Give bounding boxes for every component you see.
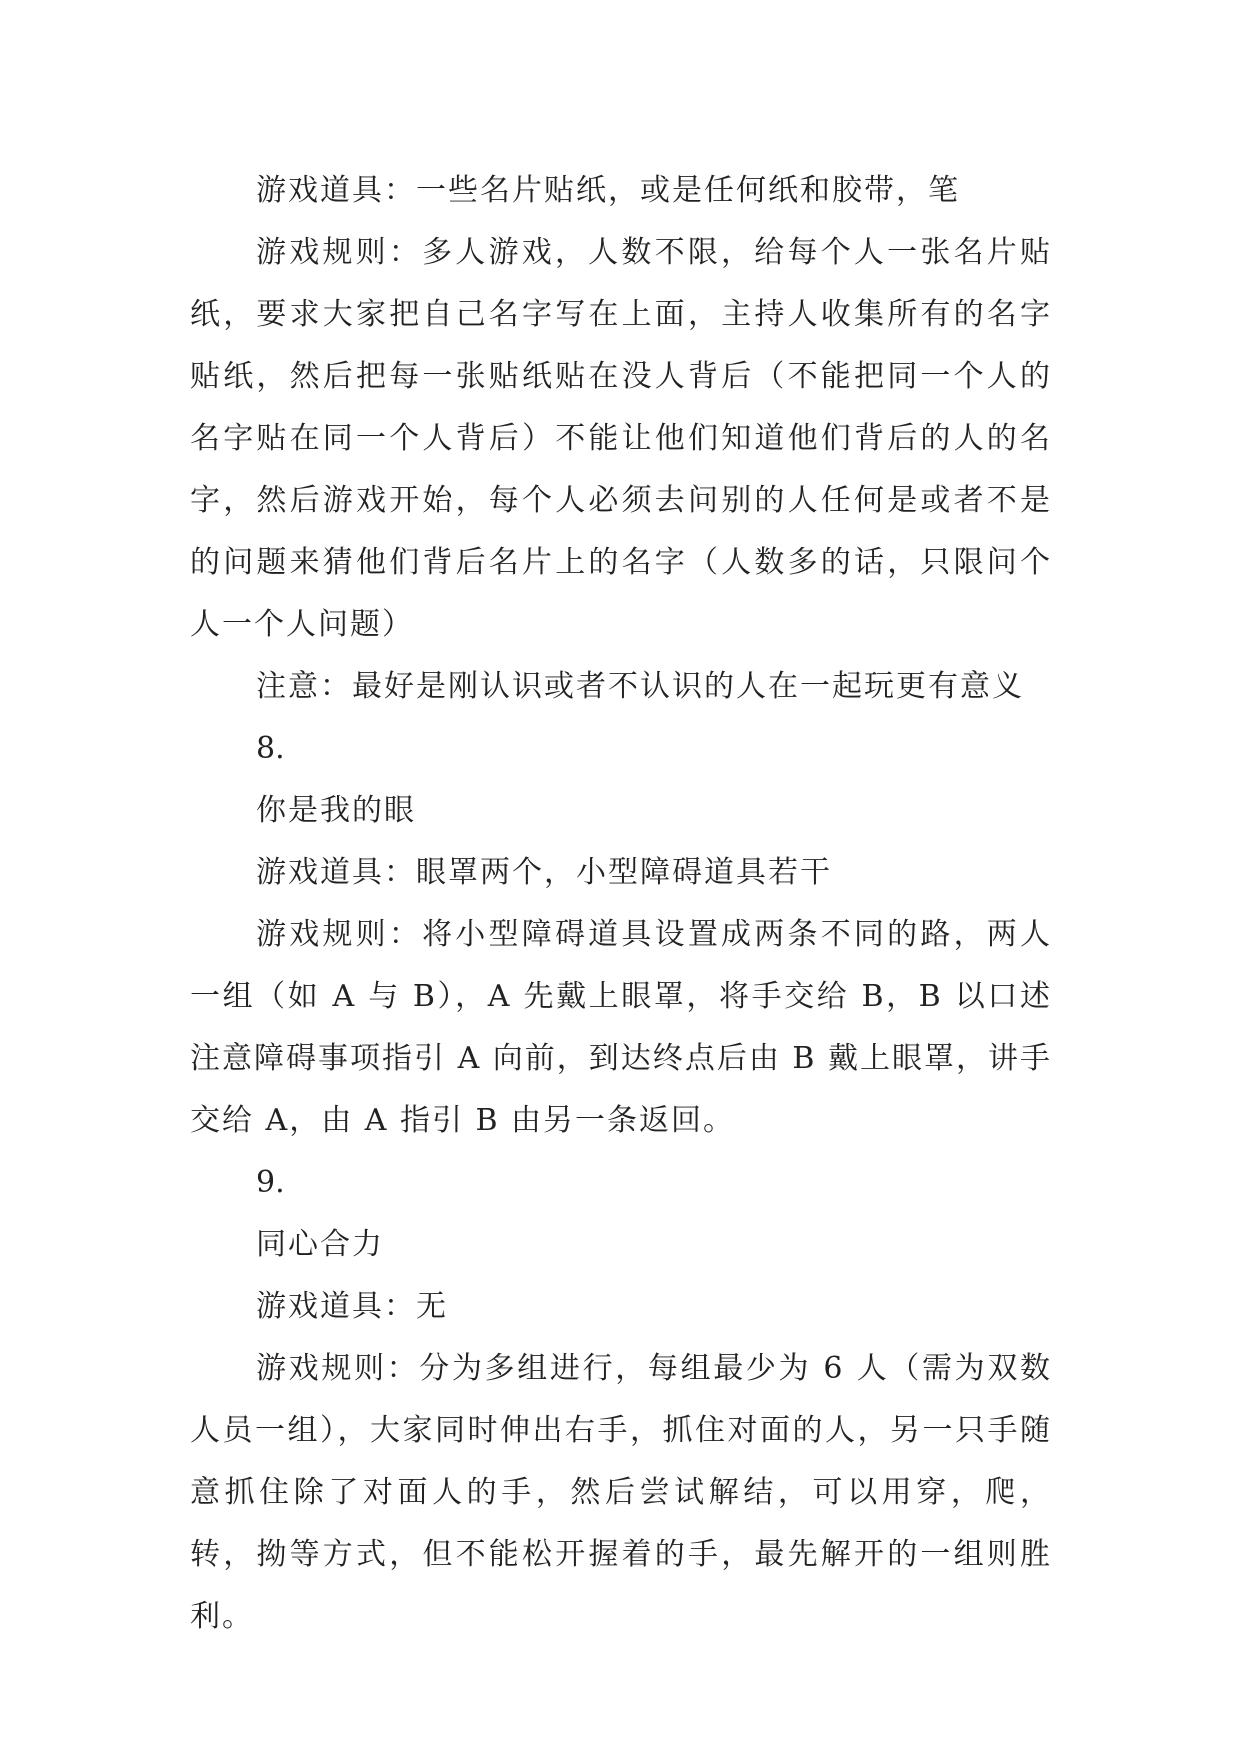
document-body [190, 160, 1052, 1648]
section-number-9: 9. [256, 1165, 285, 1200]
paragraph-game-props-1: 游戏道具：一些名片贴纸，或是任何纸和胶带，笔 [256, 173, 960, 208]
paragraph-game-rules-8: 游戏规则：将小型障碍道具设置成两条不同的路，两人一组（如 A 与 B），A 先戴上眼罩，将手交给 B，B 以口述注意障碍事项指引 A 向前，到达终点后由 B 戴上眼罩，讲手交给 A，由 A 指引 B 由另一条返回。 [190, 917, 1052, 1138]
section-number-8: 8. [256, 731, 285, 766]
paragraph-note-1: 注意：最好是刚认识或者不认识的人在一起玩更有意义 [256, 669, 1024, 704]
paragraph-game-props-9: 游戏道具：无 [256, 1289, 448, 1324]
section-title-teamwork: 同心合力 [256, 1227, 384, 1262]
paragraph-game-rules-1: 游戏规则：多人游戏，人数不限，给每个人一张名片贴纸，要求大家把自己名字写在上面，主持人收集所有的名字贴纸，然后把每一张贴纸贴在没人背后（不能把同一个人的名字贴在同一个人背后）不能让他们知道他们背后的人的名字，然后游戏开始，每个人必须去问别的人任何是或者不是的问题来猜他们背后名片上的名字（人数多的话，只限问个人一个人问题） [190, 235, 1052, 642]
paragraph-game-props-8: 游戏道具：眼罩两个，小型障碍道具若干 [256, 855, 832, 890]
paragraph-game-rules-9: 游戏规则：分为多组进行，每组最少为 6 人（需为双数人员一组），大家同时伸出右手，抓住对面的人，另一只手随意抓住除了对面人的手，然后尝试解结，可以用穿，爬，转，拗等方式，但不能松开握着的手，最先解开的一组则胜利。 [190, 1351, 1052, 1634]
section-title-you-are-my-eyes: 你是我的眼 [256, 793, 416, 828]
